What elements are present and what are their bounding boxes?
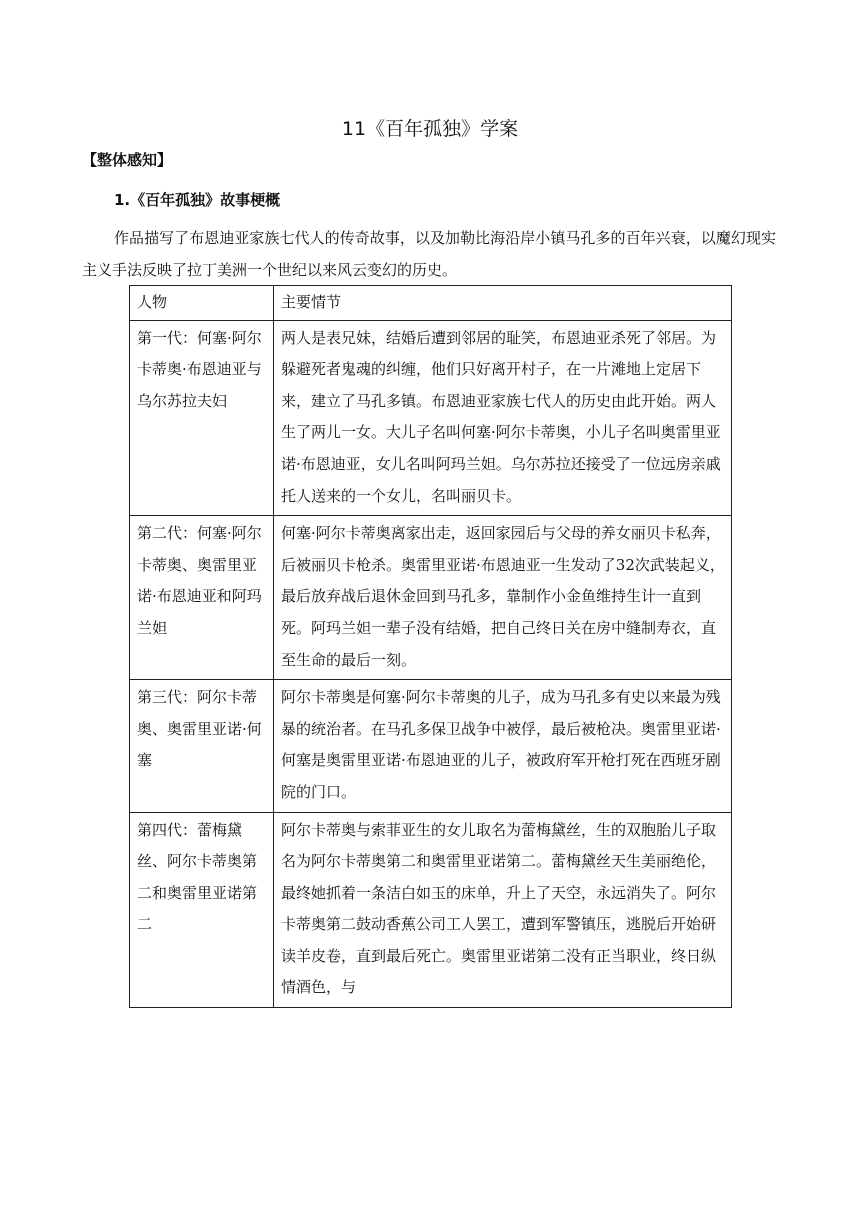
intro-paragraph: 作品描写了布恩迪亚家族七代人的传奇故事，以及加勒比海沿岸小镇马孔多的百年兴衰，以魔幻现实主义手法反映了拉丁美洲一个世纪以来风云变幻的历史。: [82, 229, 776, 279]
plot-cell: 阿尔卡蒂奥是何塞·阿尔卡蒂奥的儿子，成为马孔多有史以来最为残暴的统治者。在马孔多保卫战争中被俘，最后被枪决。奥雷里亚诺·何塞是奥雷里亚诺·布恩迪亚的儿子，被政府军开枪打死在西班牙剧院的门口。: [274, 680, 732, 812]
generation-cell: 第二代：何塞·阿尔卡蒂奥、奥雷里亚诺·布恩迪亚和阿玛兰妲: [130, 516, 274, 680]
generation-cell: 第三代：阿尔卡蒂奥、奥雷里亚诺·何塞: [130, 680, 274, 812]
plot-cell: 两人是表兄妹，结婚后遭到邻居的耻笑，布恩迪亚杀死了邻居。为躲避死者鬼魂的纠缠，他们只好离开村子，在一片滩地上定居下来，建立了马孔多镇。布恩迪亚家族七代人的历史由此开始。两人生了两儿一女。大儿子名叫何塞·阿尔卡蒂奥，小儿子名叫奥雷里亚诺·布恩迪亚，女儿名叫阿玛兰妲。乌尔苏拉还接受了一位远房亲戚托人送来的一个女儿，名叫丽贝卡。: [274, 320, 732, 516]
section-heading: 【整体感知】: [82, 151, 173, 169]
document-title: 11《百年孤独》学案: [341, 118, 519, 140]
table-header-plot: 主要情节: [274, 286, 732, 321]
story-summary-table: [129, 285, 732, 1008]
generation-cell: 第一代：何塞·阿尔卡蒂奥·布恩迪亚与乌尔苏拉夫妇: [130, 320, 274, 516]
plot-cell: 阿尔卡蒂奥与索菲亚生的女儿取名为蕾梅黛丝，生的双胞胎儿子取名为阿尔卡蒂奥第二和奥雷里亚诺第二。蕾梅黛丝天生美丽绝伦，最终她抓着一条洁白如玉的床单，升上了天空，永远消失了。阿尔卡蒂奥第二鼓动香蕉公司工人罢工，遭到军警镇压，逃脱后开始研读羊皮卷，直到最后死亡。奥雷里亚诺第二没有正当职业，终日纵情酒色，与: [274, 812, 732, 1008]
table-row: [130, 516, 732, 680]
generation-cell: 第四代：蕾梅黛丝、阿尔卡蒂奥第二和奥雷里亚诺第二: [130, 812, 274, 1008]
table-row: [130, 320, 732, 516]
table-header-person: 人物: [130, 286, 274, 321]
table-header-row: [130, 286, 732, 321]
table-row: [130, 680, 732, 812]
sub-heading: 1.《百年孤独》故事梗概: [114, 191, 281, 209]
table-row: [130, 812, 732, 1008]
plot-cell: 何塞·阿尔卡蒂奥离家出走，返回家园后与父母的养女丽贝卡私奔，后被丽贝卡枪杀。奥雷里亚诺·布恩迪亚一生发动了32次武装起义，最后放弃战后退休金回到马孔多，靠制作小金鱼维持生计一直到死。阿玛兰妲一辈子没有结婚，把自己终日关在房中缝制寿衣，直至生命的最后一刻。: [274, 516, 732, 680]
